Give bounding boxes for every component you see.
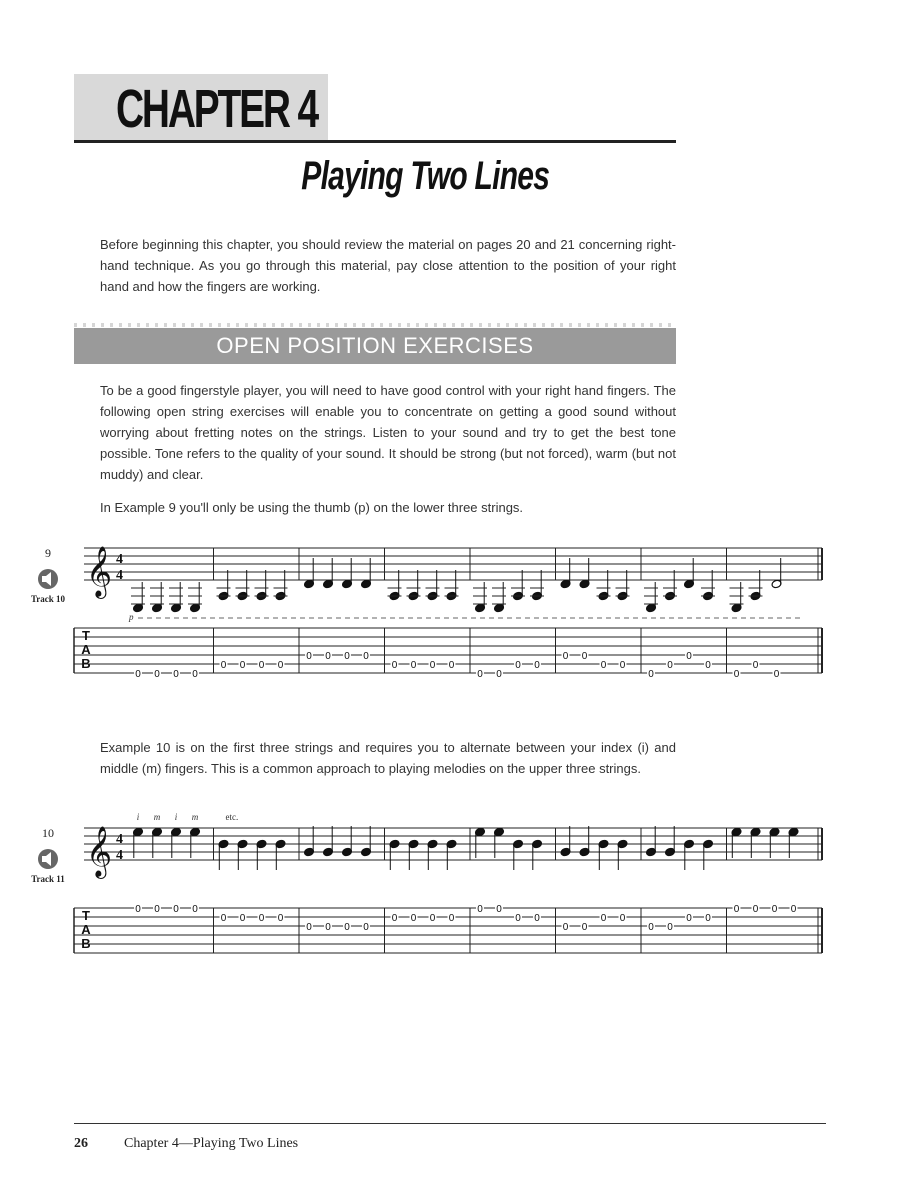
time-signature-top: 4	[116, 552, 123, 567]
time-signature-bottom: 4	[116, 568, 123, 583]
time-signature-bottom: 4	[116, 848, 123, 863]
tab-number: 0	[239, 913, 246, 924]
tab-number: 0	[771, 904, 778, 915]
tab-number: 0	[410, 660, 417, 671]
tab-number: 0	[686, 913, 692, 924]
tab-number: 0	[619, 913, 626, 924]
page-number: 26	[74, 1136, 88, 1151]
tab-number: 0	[562, 651, 569, 662]
tab-number: 0	[391, 660, 398, 671]
body-paragraph-3: Example 10 is on the first three strings and requires you to alternate between your index (i) and middle (m) fingers. This is a common approach to playing melodies on the upper three strings.	[100, 740, 676, 776]
tab-number: 0	[173, 669, 179, 680]
running-title: Chapter 4—Playing Two Lines	[124, 1136, 299, 1151]
example-number: 10	[42, 826, 54, 840]
tab-number: 0	[258, 660, 265, 671]
tab-number: 0	[496, 669, 502, 680]
tab-number: 0	[581, 651, 588, 662]
footer-rule	[74, 1123, 826, 1124]
finger-mark: m	[191, 812, 199, 822]
tab-number: 0	[344, 922, 350, 933]
finger-mark: p	[129, 612, 134, 622]
tab-number: 0	[667, 922, 673, 933]
tab-clef-letter: A	[81, 642, 91, 657]
tab-clef-letter: T	[82, 628, 90, 643]
tab-number: 0	[258, 913, 265, 924]
chapter-title-text: Playing Two Lines	[301, 154, 549, 198]
tab-number: 0	[363, 922, 369, 933]
tab-number: 0	[448, 660, 455, 671]
tab-number: 0	[600, 660, 607, 671]
tab-number: 0	[325, 651, 331, 662]
tab-number: 0	[686, 651, 692, 662]
tab-number: 0	[752, 660, 759, 671]
tab-number: 0	[173, 904, 179, 915]
tab-number: 0	[515, 913, 521, 924]
tab-number: 0	[391, 913, 398, 924]
tab-number: 0	[752, 904, 759, 915]
treble-clef-icon: 𝄞	[86, 826, 113, 877]
tab-number: 0	[600, 913, 607, 924]
section-bar	[74, 328, 676, 364]
tab-number: 0	[410, 913, 417, 924]
tab-number: 0	[220, 913, 227, 924]
tab-number: 0	[306, 922, 312, 933]
tab-number: 0	[325, 922, 331, 933]
tab-number: 0	[619, 660, 626, 671]
tab-number: 0	[192, 669, 198, 680]
tab-clef-letter: B	[81, 936, 91, 951]
tab-number: 0	[773, 669, 780, 680]
tab-number: 0	[135, 669, 141, 680]
tab-number: 0	[667, 660, 673, 671]
body-paragraph-2: In Example 9 you'll only be using the thumb (p) on the lower three strings.	[100, 500, 524, 515]
tab-clef-letter: B	[81, 656, 91, 671]
tab-number: 0	[306, 651, 312, 662]
track-label: Track 10	[30, 594, 66, 604]
tab-number: 0	[790, 904, 797, 915]
tab-number: 0	[448, 913, 455, 924]
tab-number: 0	[648, 669, 654, 680]
tab-number: 0	[154, 904, 160, 915]
tab-number: 0	[344, 651, 350, 662]
tab-number: 0	[277, 660, 284, 671]
tab-number: 0	[477, 669, 483, 680]
example-10-notation	[0, 812, 900, 970]
tab-number: 0	[429, 660, 436, 671]
tab-number: 0	[154, 669, 160, 680]
tab-number: 0	[733, 669, 740, 680]
example-number: 9	[45, 546, 51, 560]
tab-number: 0	[192, 904, 198, 915]
tab-number: 0	[705, 913, 711, 924]
tab-number: 0	[534, 660, 540, 671]
section-bar-texture	[74, 323, 676, 327]
chapter-title	[0, 154, 850, 199]
chapter-label: CHAPTER 4	[116, 79, 317, 139]
body-paragraph-1: To be a good fingerstyle player, you will need to have good control with your right hand fingers. The following open string exercises will enable you to concentrate on getting a good sound without worrying about fretting notes on the strings. Listen to your sound and try to get the best tone possible. Tone refers to the quality of your sound. It should be strong (but not forced), warm (but not muddy) and clear.	[100, 383, 676, 482]
section-title: OPEN POSITION EXERCISES	[216, 333, 534, 358]
tab-number: 0	[477, 904, 483, 915]
tab-number: 0	[363, 651, 369, 662]
etc-mark: etc.	[225, 812, 239, 822]
tab-number: 0	[705, 660, 711, 671]
tab-number: 0	[534, 913, 540, 924]
track-label: Track 11	[31, 874, 65, 884]
tab-number: 0	[515, 660, 521, 671]
finger-mark: i	[136, 812, 140, 822]
finger-mark: i	[174, 812, 178, 822]
tab-number: 0	[648, 922, 654, 933]
tab-number: 0	[581, 922, 588, 933]
tab-number: 0	[239, 660, 246, 671]
example-9-notation	[0, 540, 900, 690]
tab-number: 0	[220, 660, 227, 671]
tab-number: 0	[135, 904, 141, 915]
tab-number: 0	[429, 913, 436, 924]
tab-clef-letter: A	[81, 922, 91, 937]
tab-number: 0	[733, 904, 740, 915]
chapter-rule	[74, 140, 676, 143]
tab-number: 0	[277, 913, 284, 924]
time-signature-top: 4	[116, 832, 123, 847]
intro-paragraph: Before beginning this chapter, you should review the material on pages 20 and 21 concerning right-hand technique. As you go through this material, pay close attention to the position of your right hand and how the fingers are working.	[100, 237, 676, 294]
tab-number: 0	[496, 904, 502, 915]
tab-number: 0	[562, 922, 569, 933]
treble-clef-icon: 𝄞	[86, 546, 113, 597]
tab-clef-letter: T	[82, 908, 90, 923]
finger-mark: m	[153, 812, 161, 822]
